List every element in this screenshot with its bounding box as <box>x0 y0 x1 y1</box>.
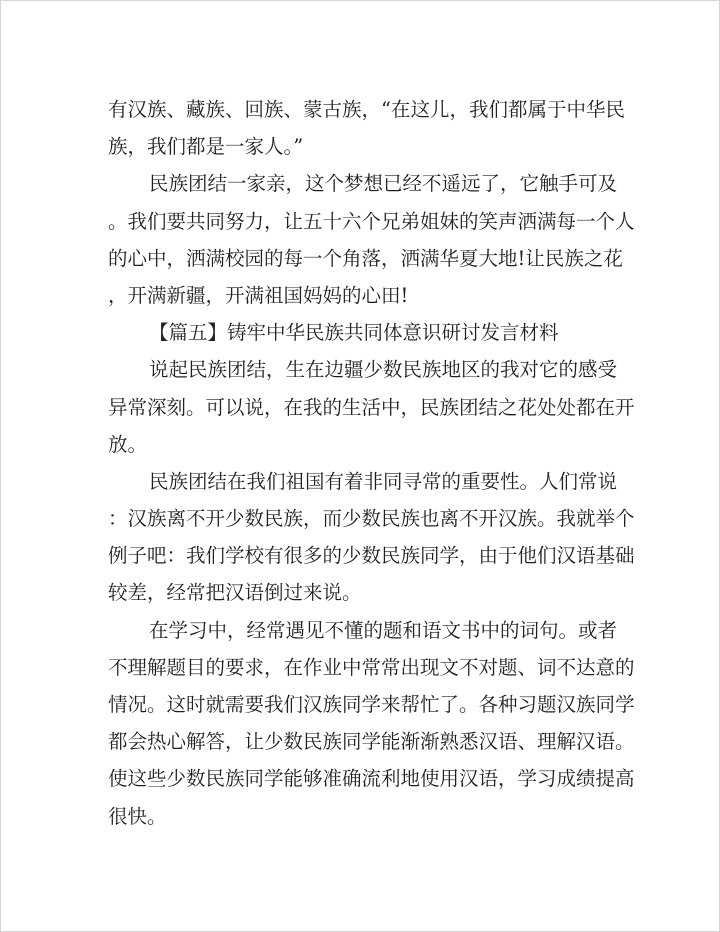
text-line: 不理解题目的要求，在作业中常常出现文不对题、词不达意的 <box>108 655 635 679</box>
document-body <box>108 91 635 835</box>
text-line: 的心中，洒满校园的每一个角落，洒满华夏大地!让民族之花 <box>108 246 623 270</box>
paragraph-5 <box>108 612 635 835</box>
text-line: 情况。这时就需要我们汉族同学来帮忙了。各种习题汉族同学 <box>108 693 635 716</box>
text-line: 很快。 <box>108 804 167 828</box>
text-line: 例子吧：我们学校有很多的少数民族同学，由于他们汉语基础 <box>108 544 635 568</box>
text-line: 民族团结在我们祖国有着非同寻常的重要性。人们常说 <box>149 469 618 493</box>
text-line: 说起民族团结，生在边疆少数民族地区的我对它的感受 <box>149 358 618 382</box>
text-line: 。我们要共同努力，让五十六个兄弟姐妹的笑声洒满每一个人 <box>108 209 635 233</box>
text-line: ，开满新疆，开满祖国妈妈的心田! <box>108 283 409 307</box>
text-line: ：汉族离不开少数民族，而少数民族也离不开汉族。我就举个 <box>108 507 635 531</box>
text-line: 较差，经常把汉语倒过来说。 <box>108 581 362 605</box>
text-line: 异常深刻。可以说，在我的生活中，民族团结之花处处都在开 <box>108 395 635 419</box>
text-line: 有汉族、藏族、回族、蒙古族，“在这儿，我们都属于中华民 <box>108 98 625 121</box>
paragraph-2 <box>108 165 635 314</box>
paragraph-1 <box>108 91 625 165</box>
text-line: 都会热心解答，让少数民族同学能渐渐熟悉汉语、理解汉语。 <box>108 730 635 754</box>
heading-line: 【篇五】铸牢中华民族共同体意识研讨发言材料 <box>149 321 559 345</box>
section-heading <box>108 314 618 351</box>
paragraph-4 <box>108 463 635 612</box>
paragraph-3 <box>108 351 635 463</box>
text-line: 在学习中，经常遇见不懂的题和语文书中的词句。或者 <box>149 618 618 642</box>
text-line: 民族团结一家亲，这个梦想已经不遥远了，它触手可及 <box>149 172 618 196</box>
text-line: 放。 <box>108 432 148 456</box>
text-line: 族，我们都是一家人。” <box>108 135 304 159</box>
text-line: 使这些少数民族同学能够准确流利地使用汉语，学习成绩提高 <box>108 767 635 791</box>
